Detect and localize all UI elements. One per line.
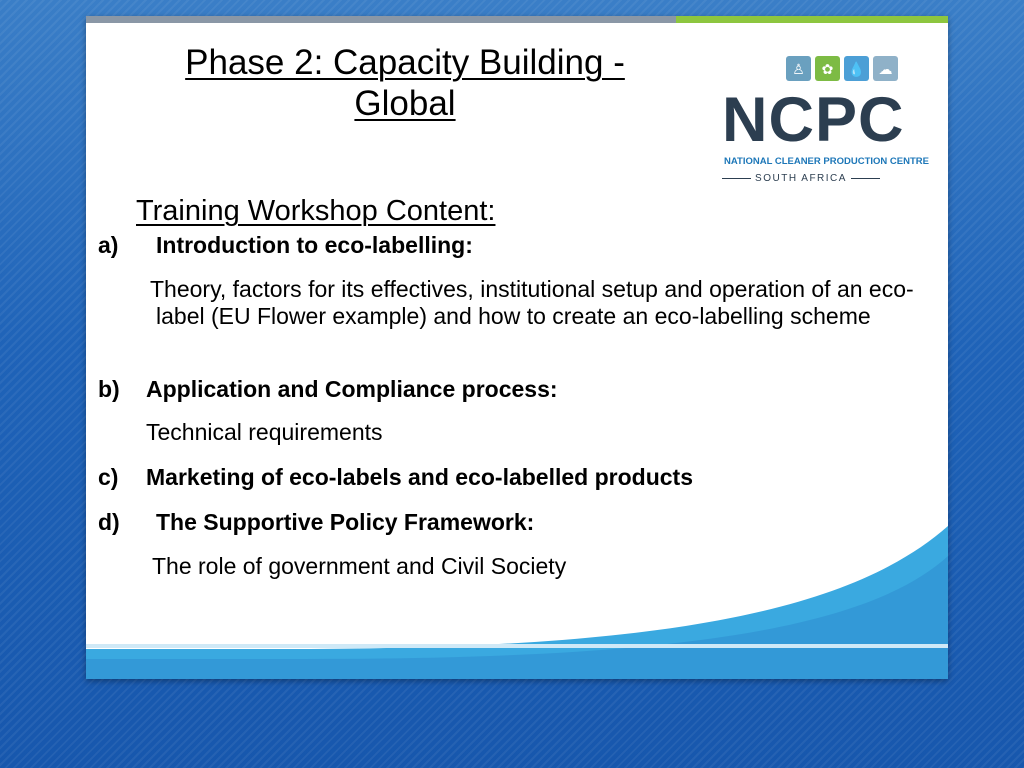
item-d-body: The role of government and Civil Society (152, 553, 567, 579)
item-d-heading (98, 509, 534, 536)
item-c-heading (98, 464, 693, 491)
item-heading-text: Introduction to eco-labelling: (156, 232, 473, 258)
item-marker: a) (98, 232, 119, 258)
ncpc-logo (722, 56, 929, 196)
slide (86, 16, 948, 679)
logo-wordmark: NCPC (722, 85, 905, 155)
logo-country-text: SOUTH AFRICA (755, 173, 847, 184)
logo-full-name: NATIONAL CLEANER PRODUCTION CENTRE (724, 156, 929, 167)
cloud-sun-icon: ☁ (873, 56, 898, 81)
item-a-body: Theory, factors for its effectives, institutional setup and operation of an eco-label (EU Flower example) and how to create an eco-labelling scheme (150, 276, 914, 329)
people-icon: ♙ (786, 56, 811, 81)
item-heading-text: The Supportive Policy Framework: (156, 509, 535, 535)
logo-country (722, 173, 880, 184)
item-b-heading (98, 376, 558, 403)
item-marker: d) (98, 509, 120, 535)
item-heading-text: Marketing of eco-labels and eco-labelled products (146, 464, 694, 490)
item-b-body: Technical requirements (146, 419, 383, 445)
section-subtitle: Training Workshop Content: (136, 195, 496, 227)
leaf-icon: ✿ (815, 56, 840, 81)
item-heading-text: Application and Compliance process: (146, 376, 558, 402)
item-marker: c) (98, 464, 119, 490)
item-marker: b) (98, 376, 120, 402)
item-a-heading (98, 232, 473, 259)
logo-icons (786, 56, 898, 81)
slide-title: Phase 2: Capacity Building - Global (185, 43, 625, 123)
water-drop-icon: 💧 (844, 56, 869, 81)
